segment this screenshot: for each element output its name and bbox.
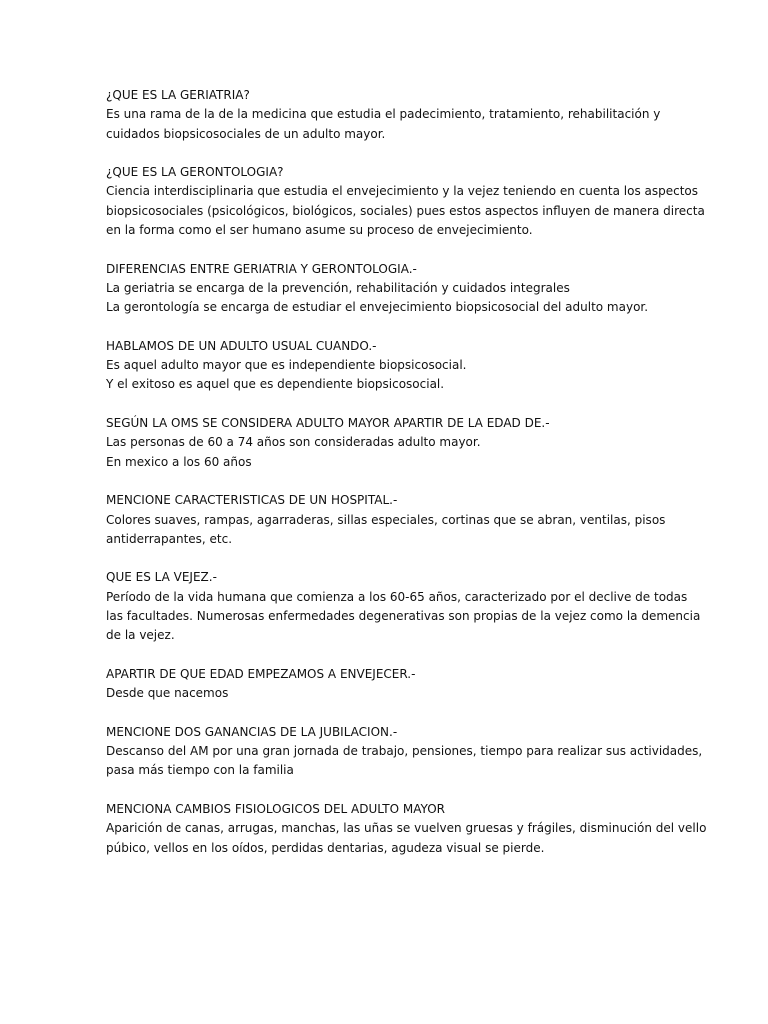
qa-block [106, 665, 728, 704]
answer-text: Ciencia interdisciplinaria que estudia el envejecimiento y la vejez teniendo en cuenta los aspectos biopsicosociales (psicológicos, biológicos, sociales) pues estos aspectos influyen de manera directa en la forma como el ser humano asume su proceso de envejecimiento. [106, 184, 705, 238]
question-heading: MENCIONE CARACTERISTICAS DE UN HOSPITAL.- [106, 493, 398, 508]
question-heading: QUE ES LA VEJEZ.- [106, 570, 217, 585]
question-heading: HABLAMOS DE UN ADULTO USUAL CUANDO.- [106, 338, 377, 353]
qa-block [106, 163, 728, 240]
question-heading: MENCIONE DOS GANANCIAS DE LA JUBILACION.- [106, 724, 398, 739]
qa-block [106, 800, 728, 858]
answer-text: Colores suaves, rampas, agarraderas, sillas especiales, cortinas que se abran, ventilas, pisos antiderrapantes, etc. [106, 512, 666, 546]
answer-text: Desde que nacemos [106, 686, 229, 701]
question-heading: DIFERENCIAS ENTRE GERIATRIA Y GERONTOLOGIA.- [106, 261, 417, 276]
qa-block [106, 337, 728, 395]
answer-text: Período de la vida humana que comienza a los 60-65 años, caracterizado por el declive de todas las facultades. Numerosas enfermedades degenerativas son propias de la vejez como la demencia de la vejez. [106, 589, 701, 643]
answer-text: Es una rama de la de la medicina que estudia el padecimiento, tratamiento, rehabilitación y cuidados biopsicosociales de un adulto mayor. [106, 107, 661, 141]
answer-text: Las personas de 60 a 74 años son consideradas adulto mayor. En mexico a los 60 años [106, 435, 481, 469]
qa-block [106, 260, 728, 318]
question-heading: MENCIONA CAMBIOS FISIOLOGICOS DEL ADULTO MAYOR [106, 801, 445, 816]
qa-block [106, 414, 728, 472]
question-heading: ¿QUE ES LA GERIATRIA? [106, 88, 250, 102]
qa-block [106, 86, 728, 144]
question-heading: APARTIR DE QUE EDAD EMPEZAMOS A ENVEJECER.- [106, 666, 416, 681]
qa-block [106, 568, 728, 645]
qa-block [106, 491, 728, 549]
question-heading: SEGÚN LA OMS SE CONSIDERA ADULTO MAYOR APARTIR DE LA EDAD DE.- [106, 416, 550, 431]
question-heading: ¿QUE ES LA GERONTOLOGIA? [106, 165, 284, 180]
answer-text: Es aquel adulto mayor que es independiente biopsicosocial. Y el exitoso es aquel que es dependiente biopsicosocial. [106, 358, 467, 392]
answer-text: Aparición de canas, arrugas, manchas, las uñas se vuelven gruesas y frágiles, disminución del vello púbico, vellos en los oídos, perdidas dentarias, agudeza visual se pierde. [106, 821, 707, 855]
answer-text: La geriatria se encarga de la prevención, rehabilitación y cuidados integrales La gerontología se encarga de estudiar el envejecimiento biopsicosocial del adulto mayor. [106, 280, 649, 315]
qa-block [106, 723, 728, 781]
answer-text: Descanso del AM por una gran jornada de trabajo, pensiones, tiempo para realizar sus actividades, pasa más tiempo con la familia [106, 744, 703, 778]
